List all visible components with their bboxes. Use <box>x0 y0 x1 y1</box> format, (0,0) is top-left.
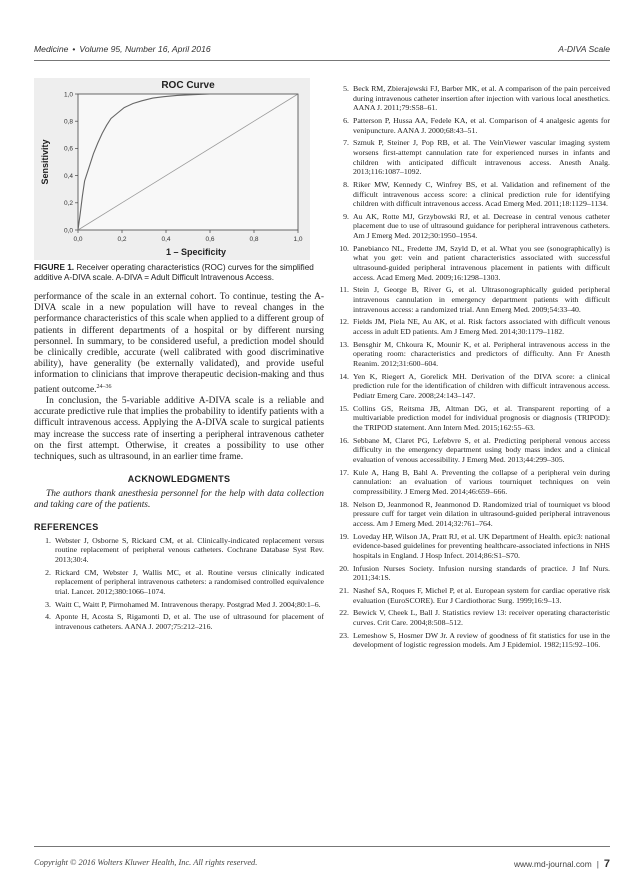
reference-text: Beck RM, Zbierajewski FJ, Barber MK, et al. A comparison of the pain perceived during intravenous catheter insertion after injection with various local anesthetics. AANA J. 2011;79:S58–61. <box>353 84 610 113</box>
reference-item <box>332 532 610 561</box>
reference-number: 9. <box>343 211 349 221</box>
reference-item <box>332 212 610 241</box>
reference-number: 2. <box>45 567 51 577</box>
reference-item <box>332 586 610 605</box>
references-list-right <box>332 84 610 650</box>
reference-item <box>332 631 610 650</box>
reference-item <box>332 317 610 336</box>
y-axis-label: Sensitivity <box>40 139 50 185</box>
reference-number: 3. <box>45 599 51 609</box>
reference-item <box>332 404 610 433</box>
reference-text: Riker MW, Kennedy C, Winfrey BS, et al. Validation and refinement of the difficult intravenous access score: a clinical prediction rule for identifying children with difficult intravenous access. Acad Emerg Med. 2011;18:1129–1134. <box>353 179 610 209</box>
reference-text: Patterson P, Hussa AA, Fedele KA, et al. Comparison of 4 analgesic agents for venipuncture. AANA J. 2000;68:43–51. <box>353 115 610 135</box>
chart-title: ROC Curve <box>161 80 215 91</box>
reference-item <box>332 564 610 583</box>
body-text <box>34 292 324 463</box>
reference-number: 13. <box>339 339 349 349</box>
reference-number: 23. <box>339 630 349 640</box>
running-header <box>34 44 610 58</box>
x-tick-label: 0,0 <box>73 236 83 243</box>
reference-number: 16. <box>339 435 349 445</box>
x-tick-label: 0,4 <box>161 236 171 243</box>
reference-item <box>34 536 324 565</box>
reference-text: Szmuk P, Steiner J, Pop RB, et al. The VeinViewer vascular imaging system worsens first-attempt cannulation rate for experienced nurses in infants and children with anticipated difficult intravenous access. Anesth Analg. 2013;116:1087–1092. <box>353 138 610 177</box>
reference-text: Loveday HP, Wilson JA, Pratt RJ, et al. UK Department of Health. epic3: national evidence-based guidelines for preventing healthcare-associated infections in NHS hospitals in England. J Hosp Infect. 2014;86:S1–S70. <box>353 531 610 560</box>
reference-text: Sebbane M, Claret PG, Lefebvre S, et al. Predicting peripheral venous access difficulty in the emergency department using body mass index and a clinical evaluation of venous accessibility. J Emerg Med. 2013;44:299–305. <box>353 435 610 464</box>
reference-item <box>332 372 610 401</box>
reference-number: 15. <box>339 403 349 413</box>
copyright: Copyright © 2016 Wolters Kluwer Health, Inc. All rights reserved. <box>34 858 258 867</box>
reference-text: Lemeshow S, Hosmer DW Jr. A review of goodness of fit statistics for use in the development of logistic regression models. Am J Epidemiol. 1982;115:92–106. <box>353 630 610 650</box>
reference-number: 18. <box>339 499 349 509</box>
reference-item <box>332 180 610 209</box>
reference-text: Kule A, Hang B, Bahl A. Preventing the collapse of a peripheral vein during cannulation: an evaluation of various tourniquet techniques on vein compressibility. J Emerg Med. 2014;46:659–666. <box>353 467 610 496</box>
roc-figure <box>34 78 310 260</box>
y-tick-label: 0,0 <box>63 227 73 235</box>
reference-text: Webster J, Osborne S, Rickard CM, et al. Clinically-indicated replacement versus routine replacement of peripheral venous catheters. Cochrane Database Syst Rev. 2013;30:4. <box>55 535 324 564</box>
header-left <box>34 44 211 54</box>
reference-number: 11. <box>339 285 349 295</box>
reference-text: Nelson D, Jeanmonod R, Jeanmonod D. Randomized trial of tourniquet vs blood pressure cuff for target vein dilation in ultrasound-guided peripheral intravenous access. Am J Emerg Med. 2014;32:761–764. <box>353 499 610 528</box>
header-rule <box>34 60 610 61</box>
reference-item <box>332 340 610 369</box>
reference-text: Au AK, Rotte MJ, Grzybowski RJ, et al. Decrease in central venous catheter placement due to use of ultrasound guidance for peripheral intravenous catheters. Am J Emerg Med. 2012;30:1950–1954. <box>353 211 610 241</box>
reference-number: 12. <box>339 317 349 327</box>
paragraph-1 <box>34 292 324 396</box>
x-tick-label: 0,2 <box>117 236 127 243</box>
journal-name: Medicine <box>34 44 69 54</box>
reference-number: 17. <box>339 467 349 477</box>
reference-item <box>332 138 610 176</box>
footer-rule <box>34 846 610 847</box>
reference-item <box>34 612 324 631</box>
reference-text: Waitt C, Waitt P, Pirmohamed M. Intravenous therapy. Postgrad Med J. 2004;80:1–6. <box>55 599 321 609</box>
footer-separator: | <box>596 859 599 869</box>
reference-number: 7. <box>343 138 349 148</box>
reference-item <box>332 608 610 627</box>
citation: 24–36 <box>96 383 112 390</box>
reference-text: Nashef SA, Roques F, Michel P, et al. European system for cardiac operative risk evaluation (EuroSCORE). Eur J Cardiothorac Surg. 1999;16:9–13. <box>353 585 610 605</box>
x-axis-label: 1 – Specificity <box>165 247 227 257</box>
reference-text: Yen K, Riegert A, Gorelick MH. Derivation of the DIVA score: a clinical prediction rule for the identification of children with difficult intravenous access. Pediatr Emerg Care. 2008;24:143–147. <box>353 371 610 400</box>
x-tick-label: 0,6 <box>205 236 215 243</box>
reference-item <box>332 244 610 282</box>
reference-item <box>34 568 324 597</box>
page-number: 7 <box>603 858 610 870</box>
references-list-left <box>34 536 324 632</box>
reference-number: 19. <box>339 531 349 541</box>
reference-number: 22. <box>339 608 349 618</box>
reference-text: Panebianco NL, Fredette JM, Szyld D, et al. What you see (sonographically) is what you get: vein and patient characteristics associated with successful ultrasound-guided peripheral intravenous placement in patients with difficult access. Acad Emerg Med. 2009;16:1298–1303. <box>353 243 610 282</box>
y-tick-label: 0,2 <box>63 200 73 208</box>
reference-text: Stein J, George B, River G, et al. Ultrasonographically guided peripheral intravenous cannulation in emergency department patients with difficult intravenous access: a randomized trial. Ann Emerg Med. 2009;54:33–40. <box>353 285 610 314</box>
ack-heading: ACKNOWLEDGMENTS <box>127 474 231 485</box>
reference-text: Bewick V, Cheek L, Ball J. Statistics review 13: receiver operating characteristic curves. Crit Care. 2004;8:508–512. <box>353 608 610 627</box>
reference-item <box>332 84 610 113</box>
header-bullet: • <box>72 44 76 54</box>
figure-caption <box>34 263 324 283</box>
reference-number: 6. <box>343 115 349 125</box>
caption-label: FIGURE 1. <box>34 263 75 272</box>
y-tick-label: 1,0 <box>63 91 73 99</box>
page-footer <box>34 858 610 872</box>
reference-text: Fields JM, Piela NE, Au AK, et al. Risk factors associated with difficult venous access in adult ED patients. Am J Emerg Med. 2014;30:1179–1182. <box>353 317 610 336</box>
reference-number: 8. <box>343 179 349 189</box>
caption-text: Receiver operating characteristics (ROC) curves for the simplified additive A-DIVA scale. A-DIVA = Adult Difficult Intravenous Access. <box>34 263 314 282</box>
short-title: A-DIVA Scale <box>558 44 610 54</box>
y-tick-label: 0,4 <box>63 172 73 180</box>
reference-number: 21. <box>339 585 349 595</box>
reference-number: 20. <box>339 563 349 573</box>
left-column <box>34 78 324 635</box>
x-tick-label: 0,8 <box>249 236 259 243</box>
reference-number: 10. <box>339 243 349 253</box>
paragraph-2: In conclusion, the 5-variable additive A-DIVA scale is a reliable and accurate predictive rule that implies the probability to identify patients with a difficult intravenous access. Applying the A-DIVA scale to surgical patients may increase the success rate of inserting a peripheral intravenous catheter on the first attempt. Otherwise, it creates a possibility to use other techniques, such as ultrasound, in an earlier time frame. <box>34 395 324 462</box>
reference-text: Infusion Nurses Society. Infusion nursing standards of practice. J Inf Nurs. 2011;34:1S. <box>353 563 610 583</box>
ack-text: The authors thank anesthesia personnel for the help with data collection and taking care of the patients. <box>34 489 324 511</box>
reference-number: 1. <box>45 535 51 545</box>
reference-text: Rickard CM, Webster J, Wallis MC, et al. Routine versus clinically indicated replacement of peripheral intravenous catheters: a randomised controlled equivalence trial. Lancet. 2012;380:1066–1074. <box>55 567 324 596</box>
reference-item <box>332 116 610 135</box>
reference-text: Collins GS, Reitsma JB, Altman DG, et al. Transparent reporting of a multivariable prediction model for individual prognosis or diagnosis (TRIPOD): the TRIPOD statement. Ann Intern Med. 2015;162:55–63. <box>353 403 610 432</box>
reference-item <box>332 468 610 497</box>
right-column <box>332 84 610 653</box>
paragraph-1-text: performance of the scale in an external cohort. To continue, testing the A-DIVA scale in a new population will have to reveal changes in the performance characteristics of this scale when applied to a different group of patients in different departments of a hospital or by different nursing personnel. In summary, to be considered useful, a prediction model should be clinically credible, accurate (well calibrated with good discriminative ability), have generality (be externally validated), and provide useful information to clinicians that improve therapeutic decision-making and thus patient outcome. <box>34 292 324 395</box>
reference-item <box>34 600 324 610</box>
x-tick-label: 1,0 <box>293 236 303 243</box>
reference-text: Aponte H, Acosta S, Rigamonti D, et al. The use of ultrasound for placement of intravenous catheters. AANA J. 2007;75:212–216. <box>55 612 324 631</box>
reference-number: 14. <box>339 371 349 381</box>
reference-text: Bensghir M, Chkoura K, Mounir K, et al. Peripheral intravenous access in the operating room: characteristics and predictors of difficulty. Ann Fr Anesth Reanim. 2012;31:600–604. <box>353 339 610 368</box>
roc-chart <box>34 78 310 260</box>
reference-item <box>332 285 610 314</box>
reference-item <box>332 436 610 465</box>
footer-right <box>514 858 610 870</box>
journal-url[interactable]: www.md-journal.com <box>513 859 592 869</box>
y-tick-label: 0,6 <box>63 145 73 153</box>
reference-number: 4. <box>45 612 51 622</box>
y-tick-label: 0,8 <box>63 118 73 126</box>
reference-item <box>332 500 610 529</box>
reference-number: 5. <box>343 84 349 93</box>
issue-info: Volume 95, Number 16, April 2016 <box>79 44 211 54</box>
references-heading: REFERENCES <box>34 521 99 532</box>
